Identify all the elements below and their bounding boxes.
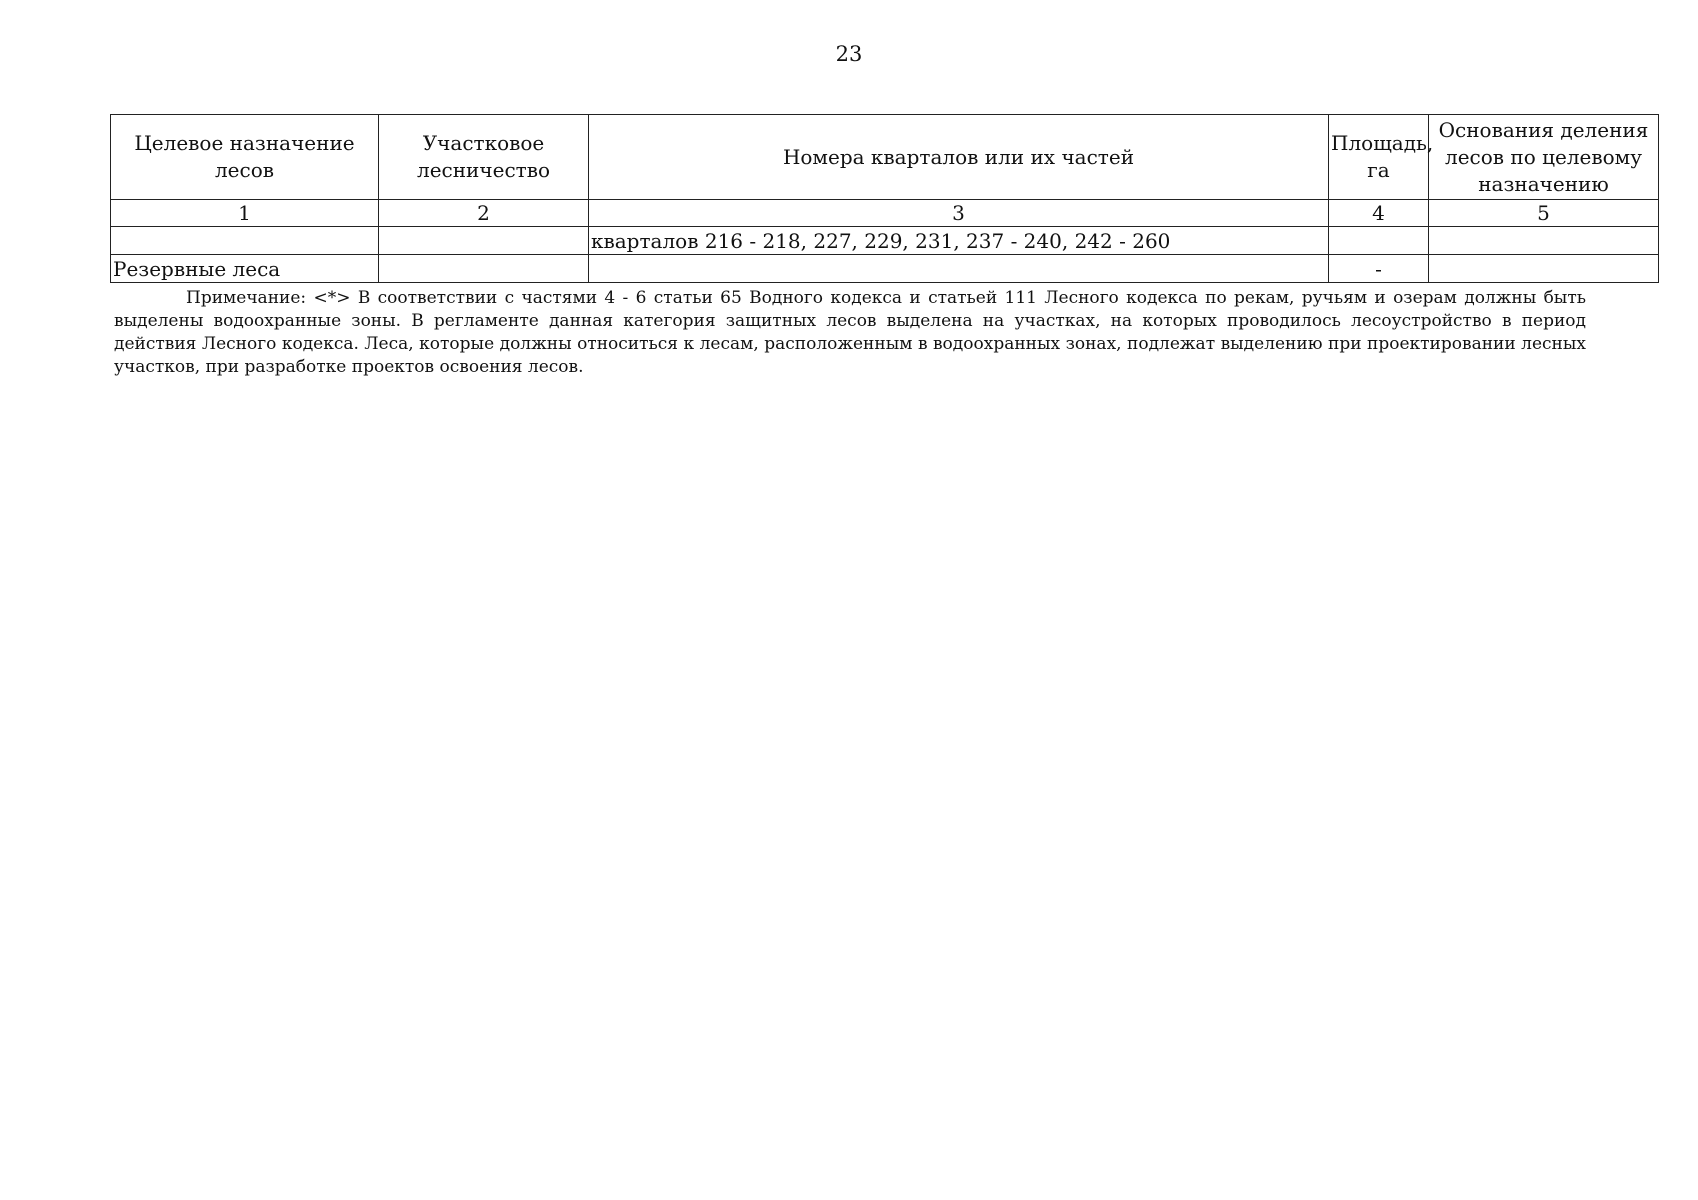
column-number: 5 [1429, 200, 1659, 227]
cell-forestry [379, 227, 589, 255]
cell-forestry [379, 255, 589, 283]
page-number: 23 [835, 42, 863, 66]
cell-purpose [111, 227, 379, 255]
cell-area: - [1329, 255, 1429, 283]
header-quarters: Номера кварталов или их частей [589, 115, 1329, 200]
header-grounds: Основания деления лесов по целевому назначению [1429, 115, 1659, 200]
cell-grounds [1429, 227, 1659, 255]
table-row [111, 255, 1659, 283]
cell-quarters [589, 255, 1329, 283]
cell-area [1329, 227, 1429, 255]
header-forestry: Участковое лесничество [379, 115, 589, 200]
footnote: Примечание: <*> В соответствии с частями 4 - 6 статьи 65 Водного кодекса и статьей 111 Лесного кодекса по рекам, ручьям и озерам должны быть выделены водоохранные зоны. В регламенте данная категория защитных лесов выделена на участках, на которых проводилось лесоустройство в период действия Лесного кодекса. Леса, которые должны относиться к лесам, расположенным в водоохранных зонах, подлежат выделению при проектировании лесных участков, при разработке проектов освоения лесов. [114, 288, 1586, 377]
forest-purpose-table [110, 114, 1659, 283]
cell-grounds [1429, 255, 1659, 283]
column-number: 4 [1329, 200, 1429, 227]
cell-purpose: Резервные леса [111, 255, 379, 283]
cell-quarters: кварталов 216 - 218, 227, 229, 231, 237 - 240, 242 - 260 [589, 227, 1329, 255]
column-number: 1 [111, 200, 379, 227]
column-number-row [111, 200, 1659, 227]
column-number: 3 [589, 200, 1329, 227]
column-number: 2 [379, 200, 589, 227]
header-purpose: Целевое назначение лесов [111, 115, 379, 200]
header-area: Площадь, га [1329, 115, 1429, 200]
table-header-row [111, 115, 1659, 200]
table-row [111, 227, 1659, 255]
